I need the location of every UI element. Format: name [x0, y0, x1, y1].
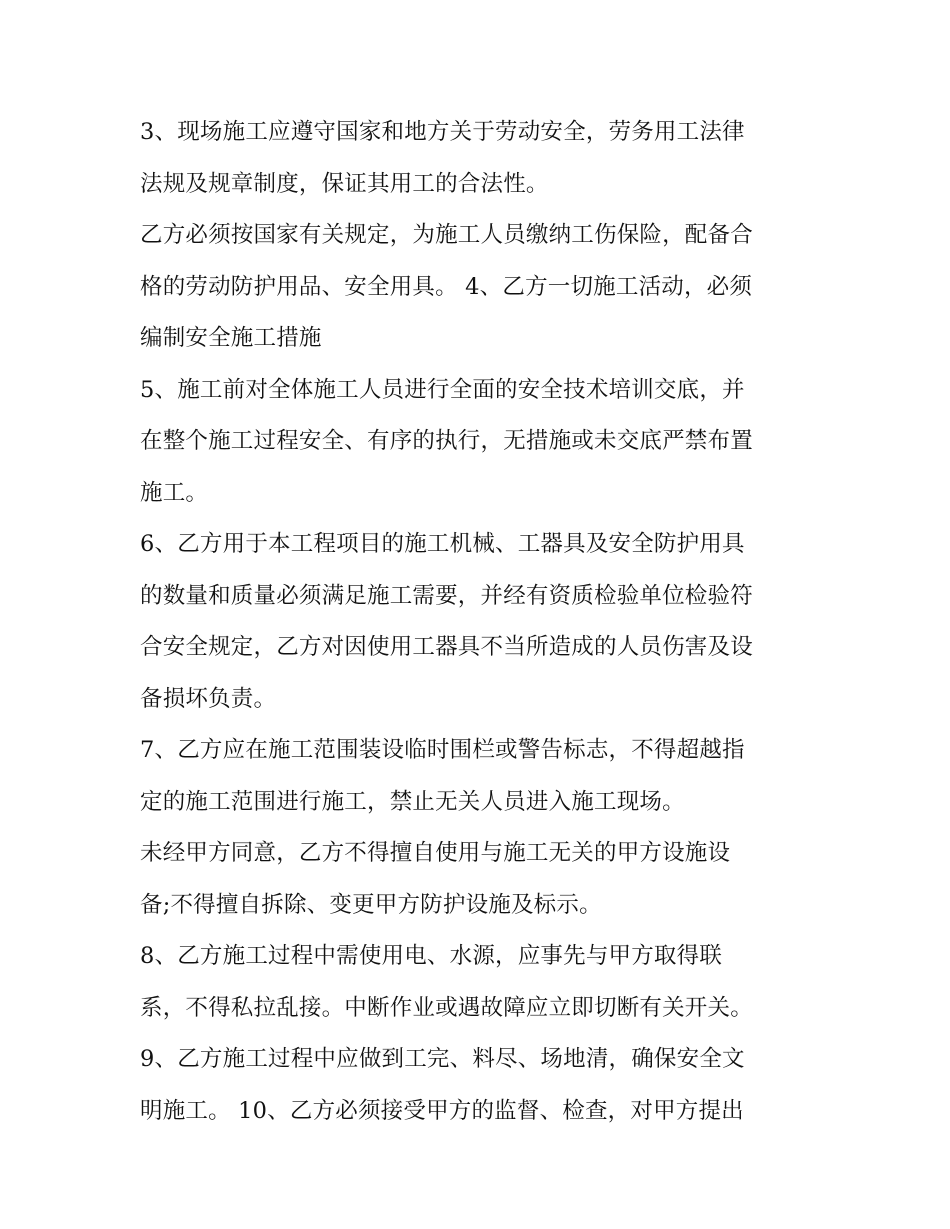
text-line: 未经甲方同意，乙方不得擅自使用与施工无关的甲方设施设 — [140, 840, 731, 866]
text-line: 施工。 — [140, 479, 209, 506]
text-line: 备;不得擅自拆除、变更甲方防护设施及标示。 — [140, 891, 602, 918]
text-line: 8、乙方施工过程中需使用电、水源，应事先与甲方取得联 — [140, 943, 723, 969]
text-line: 编制安全施工措施 — [140, 325, 322, 351]
text-line: 5、施工前对全体施工人员进行全面的安全技术培训交底，并 — [140, 376, 745, 403]
text-line: 系，不得私拉乱接。中断作业或遇故障应立即切断有关开关。 — [140, 994, 753, 1021]
text-line: 乙方必须按国家有关规定，为施工人员缴纳工伤保险，配备合 — [140, 222, 753, 248]
text-line: 明施工。 10、乙方必须接受甲方的监督、检查，对甲方提出 — [140, 1097, 744, 1124]
text-line: 9、乙方施工过程中应做到工完、料尽、场地清，确保安全文 — [140, 1046, 745, 1072]
text-line: 法规及规章制度，保证其用工的合法性。 — [140, 170, 549, 197]
text-line: 格的劳动防护用品、安全用具。 4、乙方一切施工活动，必须 — [140, 273, 753, 300]
text-line: 7、乙方应在施工范围装设临时围栏或警告标志，不得超越指 — [140, 737, 745, 763]
document-body — [140, 107, 830, 1137]
text-line: 6、乙方用于本工程项目的施工机械、工器具及安全防护用具 — [140, 531, 745, 557]
text-line: 备损坏负责。 — [140, 685, 277, 712]
text-line: 合安全规定，乙方对因使用工器具不当所造成的人员伤害及设 — [140, 634, 753, 660]
text-line: 在整个施工过程安全、有序的执行，无措施或未交底严禁布置 — [140, 428, 753, 454]
text-line: 定的施工范围进行施工，禁止无关人员进入施工现场。 — [140, 788, 685, 815]
text-line: 3、现场施工应遵守国家和地方关于劳动安全，劳务用工法律 — [140, 119, 745, 145]
text-line: 的数量和质量必须满足施工需要，并经有资质检验单位检验符 — [140, 582, 753, 609]
